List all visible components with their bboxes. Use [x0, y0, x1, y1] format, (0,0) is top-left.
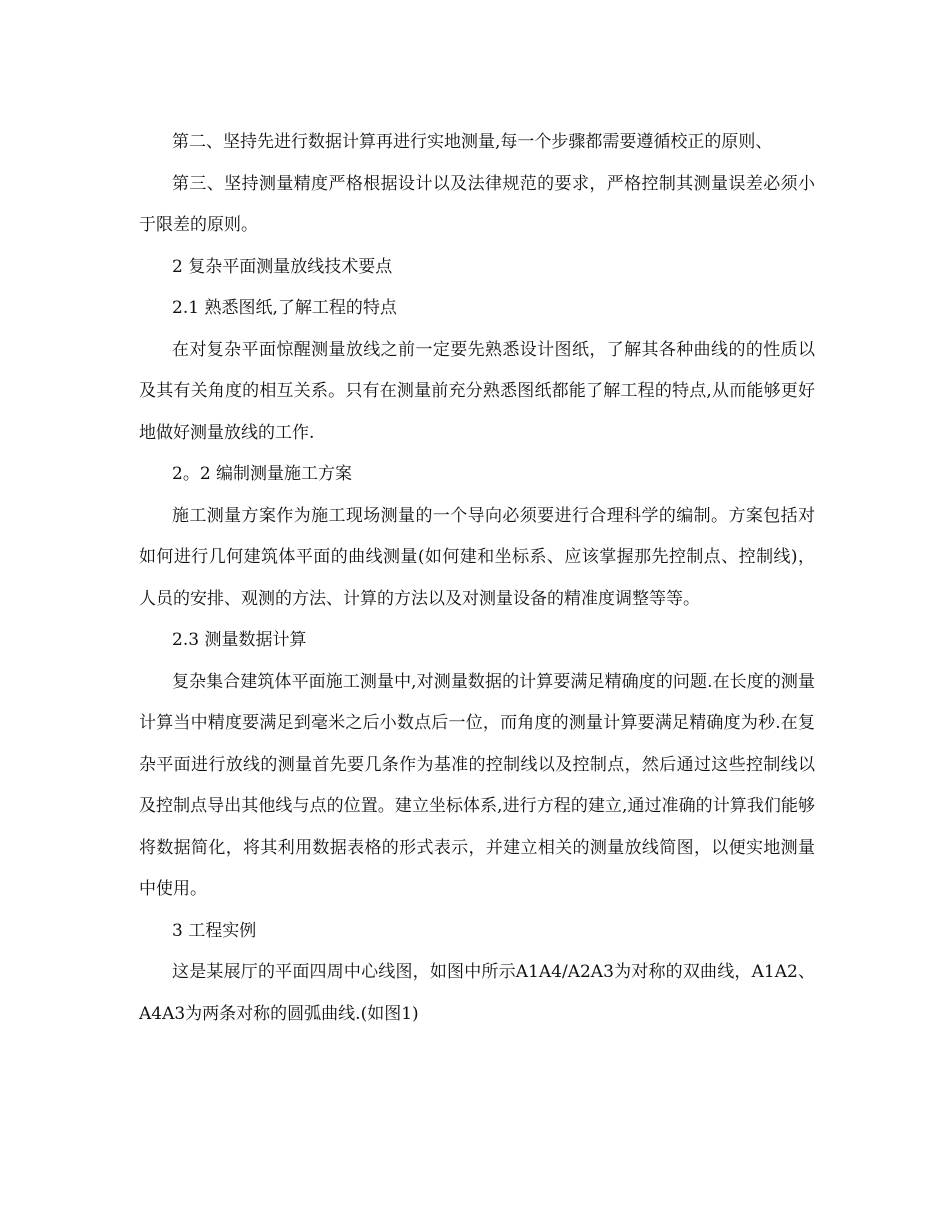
section-2-heading: 2 复杂平面测量放线技术要点 — [172, 256, 393, 277]
section-3-paragraph: 这是某展厅的平面四周中心线图，如图中所示A1A4/A2A3为对称的双曲线，A1A2、A4A3为两条对称的圆弧曲线.(如图1) — [139, 962, 815, 1024]
document-body — [139, 122, 815, 1035]
principle-three-paragraph: 第三、坚持测量精度严格根据设计以及法律规范的要求，严格控制其测量误差必须小于限差的原则。 — [139, 173, 815, 235]
section-2-3-heading: 2.3 测量数据计算 — [172, 630, 307, 650]
principle-two-paragraph: 第二、坚持先进行数据计算再进行实地测量,每一个步骤都需要遵循校正的原则、 — [172, 132, 773, 152]
section-2-2-paragraph: 施工测量方案作为施工现场测量的一个导向必须要进行合理科学的编制。方案包括对如何进行几何建筑体平面的曲线测量(如何建和坐标系、应该掌握那先控制点、控制线)，人员的安排、观测的方法、计算的方法以及对测量设备的精准度调整等等。 — [139, 505, 815, 609]
section-2-1-heading: 2.1 熟悉图纸,了解工程的特点 — [172, 298, 397, 318]
section-2-2-heading: 2。2 编制测量施工方案 — [172, 464, 353, 484]
section-2-1-paragraph: 在对复杂平面惊醒测量放线之前一定要先熟悉设计图纸，了解其各种曲线的的性质以及其有关角度的相互关系。只有在测量前充分熟悉图纸都能了解工程的特点,从而能够更好地做好测量放线的工作. — [139, 339, 815, 443]
section-2-3-paragraph: 复杂集合建筑体平面施工测量中,对测量数据的计算要满足精确度的问题.在长度的测量计算当中精度要满足到毫米之后小数点后一位，而角度的测量计算要满足精确度为秒.在复杂平面进行放线的测量首先要几条作为基准的控制线以及控制点，然后通过这些控制线以及控制点导出其他线与点的位置。建立坐标体系,进行方程的建立,通过准确的计算我们能够将数据简化，将其利用数据表格的形式表示，并建立相关的测量放线简图，以便实地测量中使用。 — [139, 671, 815, 899]
section-3-heading: 3 工程实例 — [172, 920, 257, 941]
